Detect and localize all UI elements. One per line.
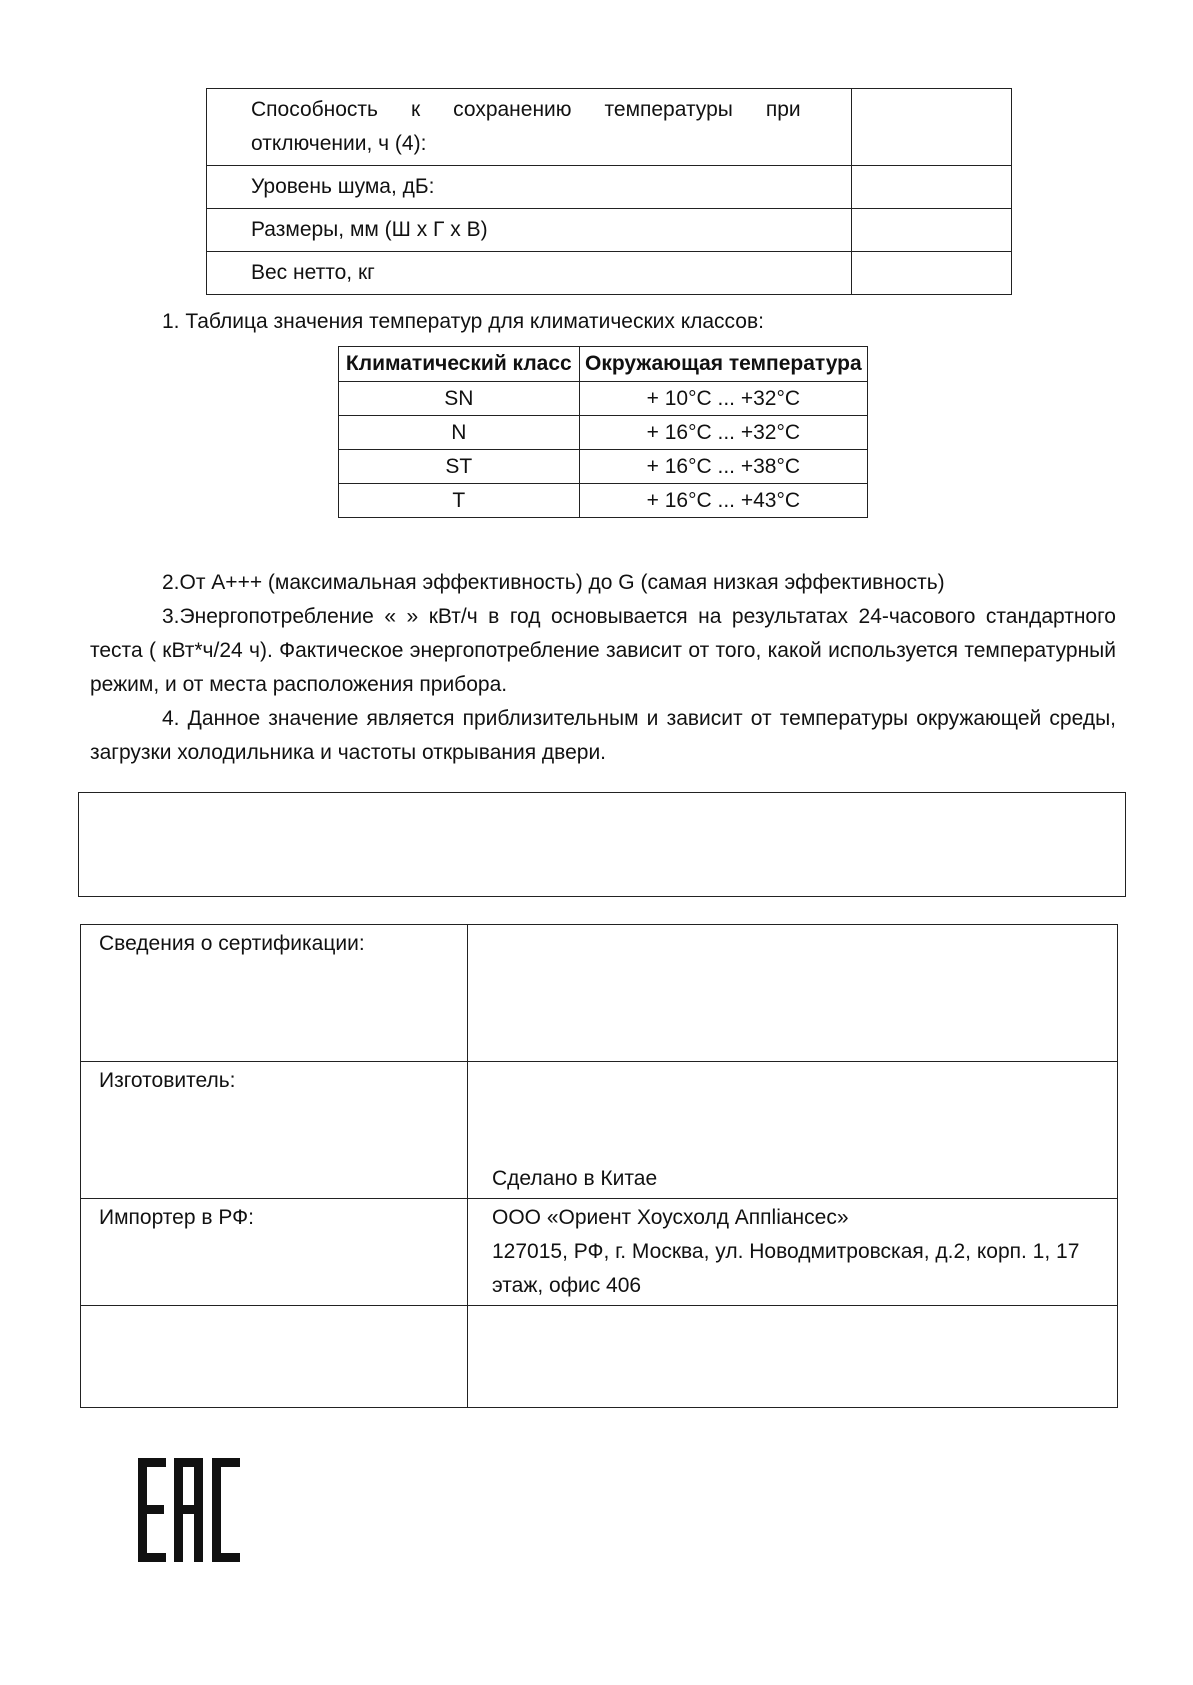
spec-value — [851, 252, 1011, 295]
maker-value: Сделано в Китае — [468, 1062, 1118, 1199]
table-row — [81, 925, 1118, 1062]
table-row — [339, 450, 868, 484]
table-row — [339, 484, 868, 518]
spec-value — [851, 209, 1011, 252]
spec-label: Способность к сохранению температуры при отключении, ч (4): — [207, 89, 852, 166]
maker-label: Изготовитель: — [81, 1062, 468, 1199]
temperature-cell: + 10°C ... +32°C — [579, 382, 867, 416]
column-header-temperature: Окружающая температура — [579, 347, 867, 382]
table-row — [81, 1199, 1118, 1306]
empty-cell — [81, 1306, 468, 1408]
spec-label: Размеры, мм (Ш х Г х В) — [207, 209, 852, 252]
temperature-cell: + 16°C ... +43°C — [579, 484, 867, 518]
empty-cell — [468, 1306, 1118, 1408]
note-3: 3.Энергопотребление « » кВт/ч в год основывается на результатах 24-часового стандартного теста ( кВт*ч/24 ч). Фактическое энергопотребление зависит от того, какой используется температурный режим, и от места расположения прибора. — [90, 605, 1116, 696]
table-row — [81, 1062, 1118, 1199]
info-table — [80, 924, 1118, 1408]
temperature-cell: + 16°C ... +38°C — [579, 450, 867, 484]
spec-table — [206, 88, 1012, 295]
climate-class-cell: ST — [339, 450, 580, 484]
climate-table — [338, 346, 868, 518]
importer-value — [468, 1199, 1118, 1306]
importer-address: 127015, РФ, г. Москва, ул. Новодмитровская, д.2, корп. 1, 17 этаж, офис 406 — [492, 1240, 1080, 1297]
spec-value — [851, 166, 1011, 209]
spec-label: Вес нетто, кг — [207, 252, 852, 295]
cert-value — [468, 925, 1118, 1062]
cert-label: Сведения о сертификации: — [81, 925, 468, 1062]
note-2: 2.От А+++ (максимальная эффективность) до G (самая низкая эффективность) — [162, 571, 945, 594]
empty-frame — [78, 792, 1126, 897]
eac-mark-icon — [138, 1458, 240, 1562]
temperature-cell: + 16°C ... +32°C — [579, 416, 867, 450]
climate-class-cell: SN — [339, 382, 580, 416]
spec-label: Уровень шума, дБ: — [207, 166, 852, 209]
table-row — [207, 166, 1012, 209]
climate-class-cell: N — [339, 416, 580, 450]
table-row — [207, 252, 1012, 295]
column-header-class: Климатический класс — [339, 347, 580, 382]
table-row — [81, 1306, 1118, 1408]
note-4: 4. Данное значение является приблизительным и зависит от температуры окружающей среды, загрузки холодильника и частоты открывания двери. — [90, 707, 1116, 764]
importer-label: Импортер в РФ: — [81, 1199, 468, 1306]
table-row — [339, 382, 868, 416]
climate-table-intro: 1. Таблица значения температур для климатических классов: — [162, 310, 764, 333]
importer-name: ООО «Ориент Хоусхолд Аппliансес» — [492, 1206, 849, 1229]
climate-class-cell: T — [339, 484, 580, 518]
spec-value — [851, 89, 1011, 166]
table-row — [339, 416, 868, 450]
table-row — [207, 89, 1012, 166]
table-header-row — [339, 347, 868, 382]
table-row — [207, 209, 1012, 252]
